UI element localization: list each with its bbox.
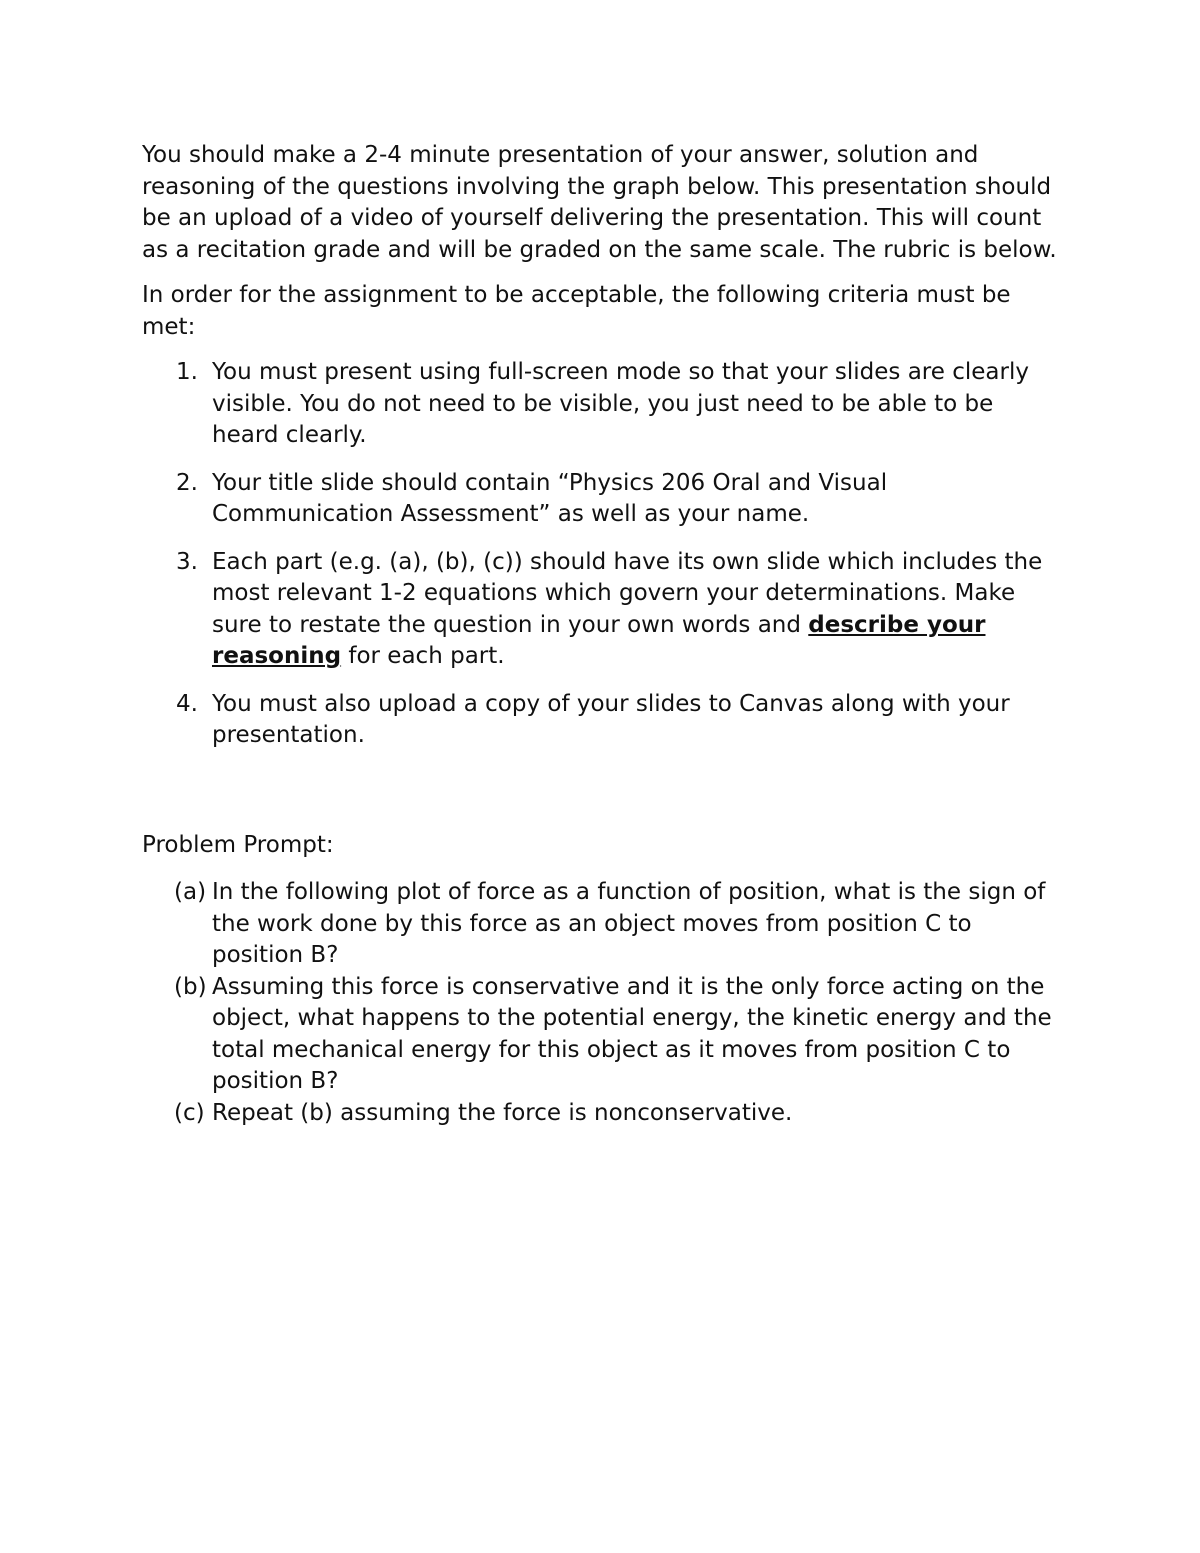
criteria-text: Your title slide should contain “Physics 206 Oral and Visual Communication Assessment” as well as your name. xyxy=(212,469,888,527)
criteria-item xyxy=(142,689,1062,752)
criteria-intro-paragraph: In order for the assignment to be acceptable, the following criteria must be met: xyxy=(142,282,1011,340)
criteria-number: 4. xyxy=(176,690,198,717)
problem-part xyxy=(142,972,1062,1098)
section-spacer xyxy=(142,768,1062,830)
criteria-number: 1. xyxy=(176,359,198,385)
intro-paragraph: You should make a 2-4 minute presentation of your answer, solution and reasoning of the questions involving the graph below. This presentation should be an upload of a video of yourself delivering the presentation. This will count as a recitation grade and will be graded on the same scale. The rubric is below. xyxy=(142,142,1057,263)
criteria-number: 2. xyxy=(176,469,198,496)
problem-part-text: Assuming this force is conservative and it is the only force acting on the object, what happens to the potential energy, the kinetic energy and the total mechanical energy for this object as it moves from position C to position B? xyxy=(212,973,1052,1094)
problem-part-label: (b) xyxy=(174,973,207,1000)
criteria-item xyxy=(142,547,1062,673)
problem-part-label: (c) xyxy=(174,1099,205,1126)
document-page xyxy=(142,140,1062,1129)
problem-part xyxy=(142,877,1062,972)
problem-part-text: Repeat (b) assuming the force is nonconservative. xyxy=(212,1099,793,1126)
criteria-text-after: for each part. xyxy=(341,643,505,669)
criteria-item xyxy=(142,357,1062,452)
problem-parts-list xyxy=(142,877,1062,1129)
problem-part-label: (a) xyxy=(174,879,207,905)
problem-heading: Problem Prompt: xyxy=(142,831,334,858)
criteria-list xyxy=(142,357,1062,752)
criteria-number: 3. xyxy=(176,548,198,575)
criteria-text: You must present using full-screen mode so that your slides are clearly visible. You do not need to be visible, you just need to be able to be heard clearly. xyxy=(212,359,1029,448)
problem-part xyxy=(142,1098,1062,1130)
criteria-item xyxy=(142,468,1062,531)
criteria-text: Each part (e.g. (a), (b), (c)) should have its own slide which includes the most relevant 1-2 equations which govern your determinations. Make sure to restate the question in your own words and xyxy=(212,548,1043,638)
criteria-emphasis: describe your reasoning xyxy=(212,611,986,669)
criteria-text: You must also upload a copy of your slides to Canvas along with your presentation. xyxy=(212,690,1010,748)
problem-part-text: In the following plot of force as a function of position, what is the sign of the work done by this force as an object moves from position C to position B? xyxy=(212,879,1046,968)
